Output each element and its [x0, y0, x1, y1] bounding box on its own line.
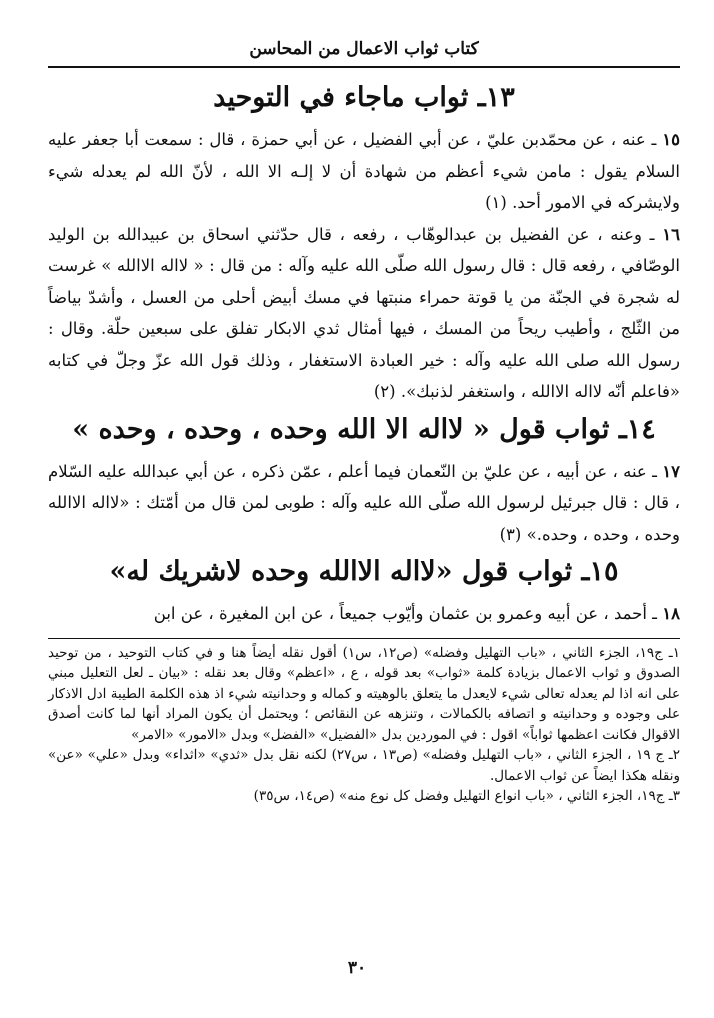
hadith-number: ١٧	[662, 461, 680, 481]
footnotes	[48, 643, 680, 807]
footnote-1: ١ـ ج١٩، الجزء الثاني ، «باب التهليل وفضله» (ص١٢، س١) أقول نقله أيضاً هنا و في كتاب التوحيد ، من توحيد الصدوق و ثواب الاعمال بزيادة كلمة «ثواب» بعد قوله ، ع ، «اعظم» وقال بعد نقله : «بيان ـ لعل التعليل مبني على انه اذا لم يعدله تعالى شيء لايعدل ما يتعلق بالوهيته و كماله و وحدانيته شيء اذ هذه الكلمة الطيبة ادل الاذكار على وجوده و وحدانيته و اتصافه بالكمالات ، وتنزهه عن النقائص ؛ ويحتمل أن يكون المراد أنها لما كانت أصدق الاقوال فكانت اعظمها ثواباً» اقول : في الموردين بدل «الفضيل» «الفضل» وبدل «الامور» «الامر»	[48, 644, 680, 743]
page-number: ٣٠	[347, 958, 367, 978]
paragraph-text: ـ أحمد ، عن أبيه وعمرو بن عثمان وأيّوب جميعاً ، عن ابن المغيرة ، عن ابن	[153, 604, 658, 623]
paragraph-18	[48, 598, 680, 630]
section-heading-15: ١٥ـ ثواب قول «لااله الاالله وحده لاشريك له»	[109, 556, 619, 587]
paragraph-text: ـ عنه ، عن محمّدبن عليّ ، عن أبي الفضيل ، عن أبي حمزة ، قال : سمعت أبا جعفر عليه السلام يقول : مامن شيء أعظم من شهادة أن لا إلـه الا الله ، لأنّ الله لم يعدله شيء ولايشركه في الامور أحد. (١)	[48, 130, 680, 212]
section-heading-14: ١٤ـ ثواب قول « لااله الا الله وحده ، وحده ، وحده »	[72, 413, 656, 445]
footnote-3: ٣ـ ج١٩، الجزء الثاني ، «باب انواع التهليل وفضل كل نوع منه» (ص١٤، س٣٥)	[253, 788, 680, 804]
paragraph-17	[48, 456, 680, 551]
paragraph-text: ـ وعنه ، عن الفضيل بن عبدالوهّاب ، رفعه ، قال حدّثني اسحاق بن عبيدالله بن الوليد الوصّافي ، رفعه قال : قال رسول الله صلّى الله عليه وآله : من قال : « لااله الاالله » غرست له شجرة في الجنّة من يا قوتة حمراء منبتها في مسك أبيض أحلى من العسل ، وأشدّ بياضاً من الثّلج ، وأطيب ريحاً من المسك ، فيها أمثال ثدي الابكار تفلق على سبعين حلّة. وقال : رسول الله صلى الله عليه وآله : خير العبادة الاستغفار ، وذلك قول الله عزّ وجلّ في كتابه «فاعلم أنّه لااله الاالله ، واستغفر لذنبك». (٢)	[48, 224, 680, 401]
header-rule	[48, 66, 680, 68]
hadith-number: ١٨	[662, 604, 680, 623]
running-header: كتاب ثواب الاعمال من المحاسن	[249, 39, 479, 59]
paragraph-text: ـ عنه ، عن أبيه ، عن عليّ بن النّعمان فيما أعلم ، عمّن ذكره ، عن أبي عبدالله عليه السّلام ، قال : قال جبرئيل لرسول الله صلّى الله عليه وآله : طوبى لمن قال من أمّتك : «لااله الاالله وحده ، وحده ، وحده.» (٣)	[48, 461, 680, 544]
footnote-2: ٢ـ ج ١٩ ، الجزء الثاني ، «باب التهليل وفضله» (ص١٣ ، س٢٧) لكنه نقل بدل «ثدي» «اثداء» وبدل «علي» «عن» ونقله هكذا ايضاً عن ثواب الاعمال.	[48, 747, 680, 784]
section-heading-13: ١٣ـ ثواب ماجاء في التوحيد	[213, 82, 515, 113]
paragraph-15	[48, 124, 680, 219]
hadith-number: ١٦	[662, 224, 681, 244]
paragraph-16	[48, 219, 680, 408]
hadith-number: ١٥	[662, 130, 680, 149]
footnote-rule	[48, 638, 680, 639]
page-body	[48, 30, 680, 807]
